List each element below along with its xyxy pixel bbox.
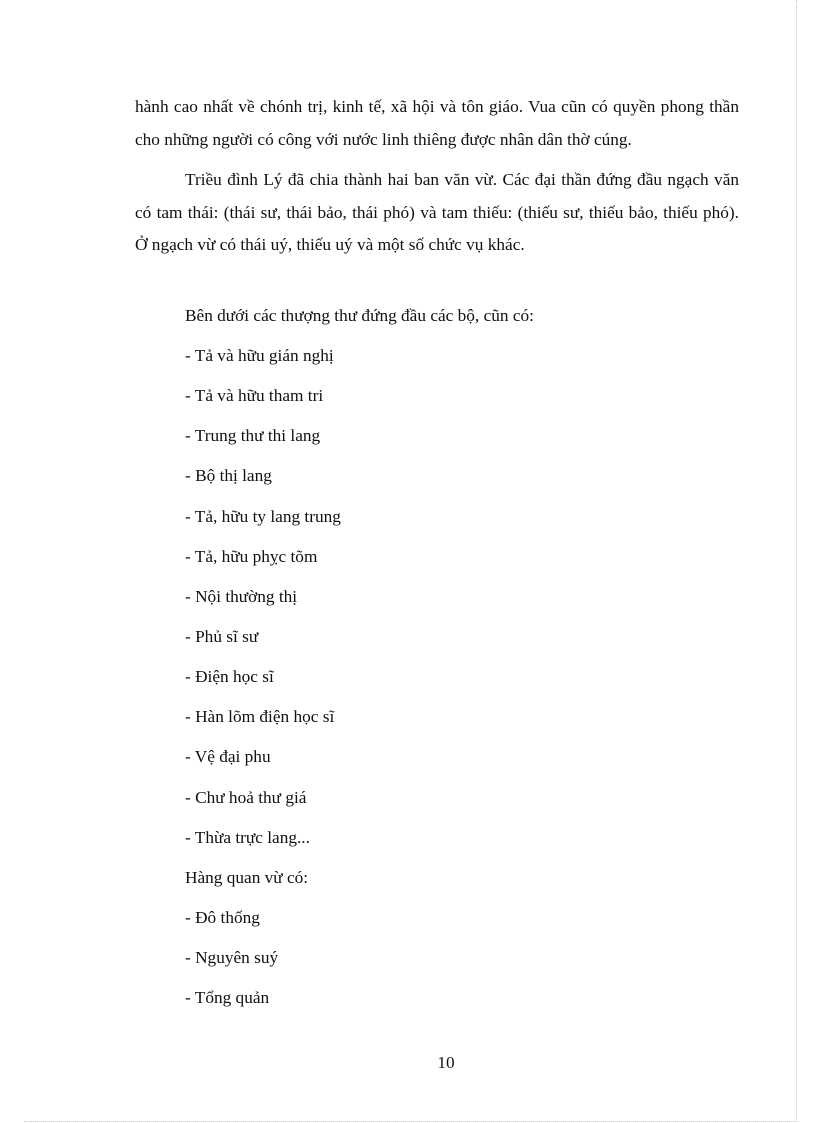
civil-list-intro: Bên dưới các thượng thư đứng đầu các bộ, cũn có: <box>185 306 534 325</box>
list-item: - Vệ đại phu <box>185 747 271 766</box>
list-item: - Hàn lõm điện học sĩ <box>185 707 335 726</box>
list-item: - Chư hoả thư giá <box>185 788 307 807</box>
list-item: - Trung thư thi lang <box>185 426 321 445</box>
military-list-intro: Hàng quan vừ có: <box>185 868 309 887</box>
list-item: - Bộ thị lang <box>185 466 272 485</box>
list-item: - Điện học sĩ <box>185 667 274 686</box>
body-text <box>135 91 739 262</box>
list-item: - Tả, hữu phỵc tõm <box>185 547 318 566</box>
list-item: - Tả và hữu gián nghị <box>185 346 334 365</box>
page-number: 10 <box>437 1053 455 1072</box>
page-border-bottom <box>24 1121 796 1122</box>
page-border-right <box>796 0 797 1122</box>
list-item: - Phủ sĩ sư <box>185 627 259 646</box>
list-item: - Nguyên suý <box>185 948 279 967</box>
paragraph-continuation: hành cao nhất về chónh trị, kinh tế, xã hội và tôn giáo. Vua cũn có quyền phong thần cho những người có công với nước linh thiêng được nhân dân thờ cúng. <box>135 97 739 149</box>
list-item: - Đô thống <box>185 908 260 927</box>
paragraph-court-structure: Triều đình Lý đã chia thành hai ban văn vừ. Các đại thần đứng đầu ngạch văn có tam thái: (thái sư, thái bảo, thái phó) và tam thiếu: (thiếu sư, thiếu bảo, thiếu phó). Ở ngạch vừ có thái uý, thiếu uý và một số chức vụ khác. <box>135 170 739 254</box>
list-item: - Tả, hữu ty lang trung <box>185 507 341 526</box>
list-item: - Tổng quản <box>185 988 270 1007</box>
list-item: - Tả và hữu tham tri <box>185 386 324 405</box>
list-item: - Nội thường thị <box>185 587 298 606</box>
list-item: - Thừa trực lang... <box>185 828 310 847</box>
